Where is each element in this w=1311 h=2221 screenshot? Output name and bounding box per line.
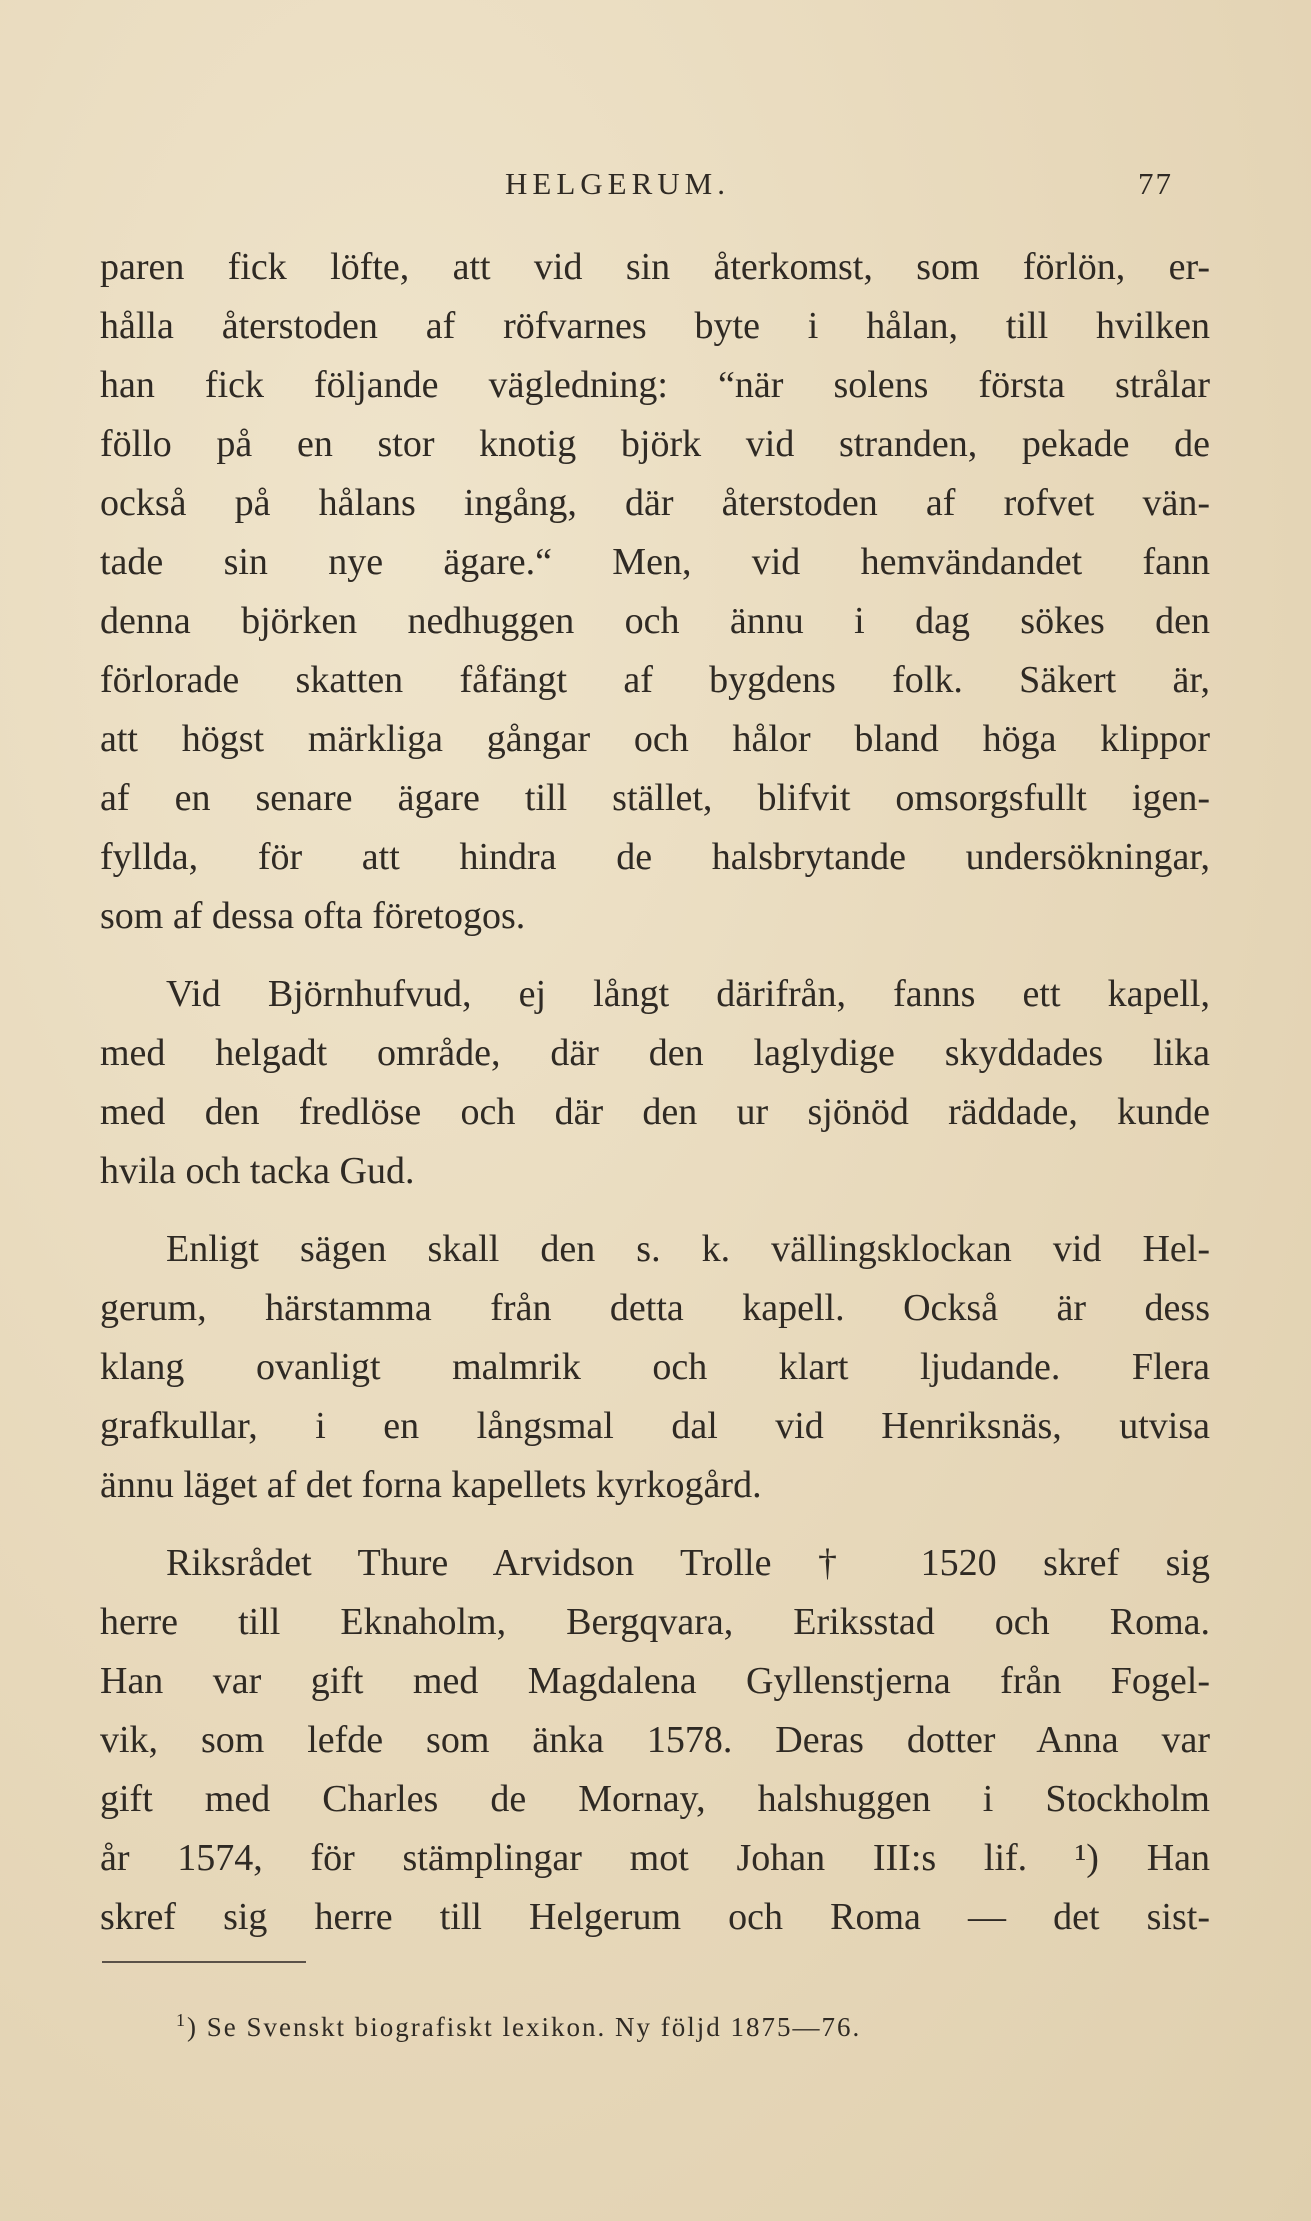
text-line: tade sin nye ägare.“ Men, vid hemvändandet fann (100, 541, 1210, 583)
text-line: af en senare ägare till stället, blifvit omsorgsfullt igen- (100, 777, 1210, 819)
footnote (176, 2010, 1076, 2043)
paragraph-gap (100, 946, 1210, 965)
text-line: att högst märkliga gångar och hålor bland höga klippor (100, 718, 1210, 760)
text-line: denna björken nedhuggen och ännu i dag sökes den (100, 600, 1210, 642)
footnote-rule (102, 1961, 306, 1963)
text-line: grafkullar, i en långsmal dal vid Henriksnäs, utvisa (100, 1405, 1210, 1447)
text-line: hvila och tacka Gud. (100, 1150, 415, 1192)
text-line: som af dessa ofta företogos. (100, 895, 526, 937)
text-line: med den fredlöse och där den ur sjönöd räddade, kunde (100, 1091, 1210, 1133)
text-line: ännu läget af det forna kapellets kyrkogård. (100, 1464, 762, 1506)
page-header (0, 166, 1311, 216)
text-line: vik, som lefde som änka 1578. Deras dotter Anna var (100, 1719, 1210, 1761)
paragraph (100, 1534, 1210, 1947)
running-title: HELGERUM. (505, 166, 730, 201)
body-text (100, 238, 1210, 1947)
paragraph (100, 1220, 1210, 1515)
paragraph (100, 965, 1210, 1201)
text-line: år 1574, för stämplingar mot Johan III:s lif. ¹) Han (100, 1837, 1210, 1879)
text-line: klang ovanligt malmrik och klart ljudande. Flera (100, 1346, 1210, 1388)
text-line: förlorade skatten fåfängt af bygdens folk. Säkert är, (100, 659, 1210, 701)
text-line: han fick följande vägledning: “när solens första strålar (100, 364, 1210, 406)
text-line: hålla återstoden af röfvarnes byte i hålan, till hvilken (100, 305, 1210, 347)
text-line: Riksrådet Thure Arvidson Trolle † 1520 skref sig (166, 1542, 1210, 1584)
footnote-text: ) Se Svenskt biografiskt lexikon. Ny följd 1875—76. (187, 2012, 862, 2042)
text-line: paren fick löfte, att vid sin återkomst, som förlön, er- (100, 246, 1210, 288)
text-line: med helgadt område, där den laglydige skyddades lika (100, 1032, 1210, 1074)
text-line: Han var gift med Magdalena Gyllenstjerna från Fogel- (100, 1660, 1210, 1702)
text-line: fyllda, för att hindra de halsbrytande undersökningar, (100, 836, 1210, 878)
page-number: 77 (1138, 166, 1173, 201)
text-line: gift med Charles de Mornay, halshuggen i Stockholm (100, 1778, 1210, 1820)
text-line: föllo på en stor knotig björk vid stranden, pekade de (100, 423, 1210, 465)
text-line: skref sig herre till Helgerum och Roma — det sist- (100, 1896, 1210, 1938)
text-line: också på hålans ingång, där återstoden af rofvet vän- (100, 482, 1210, 524)
footnote-marker: 1 (176, 2010, 187, 2030)
text-line: Enligt sägen skall den s. k. vällingsklockan vid Hel- (166, 1228, 1210, 1270)
paragraph (100, 238, 1210, 946)
paragraph-gap (100, 1201, 1210, 1220)
text-line: herre till Eknaholm, Bergqvara, Eriksstad och Roma. (100, 1601, 1210, 1643)
text-line: Vid Björnhufvud, ej långt därifrån, fanns ett kapell, (166, 973, 1210, 1015)
text-line: gerum, härstamma från detta kapell. Också är dess (100, 1287, 1210, 1329)
paragraph-gap (100, 1515, 1210, 1534)
